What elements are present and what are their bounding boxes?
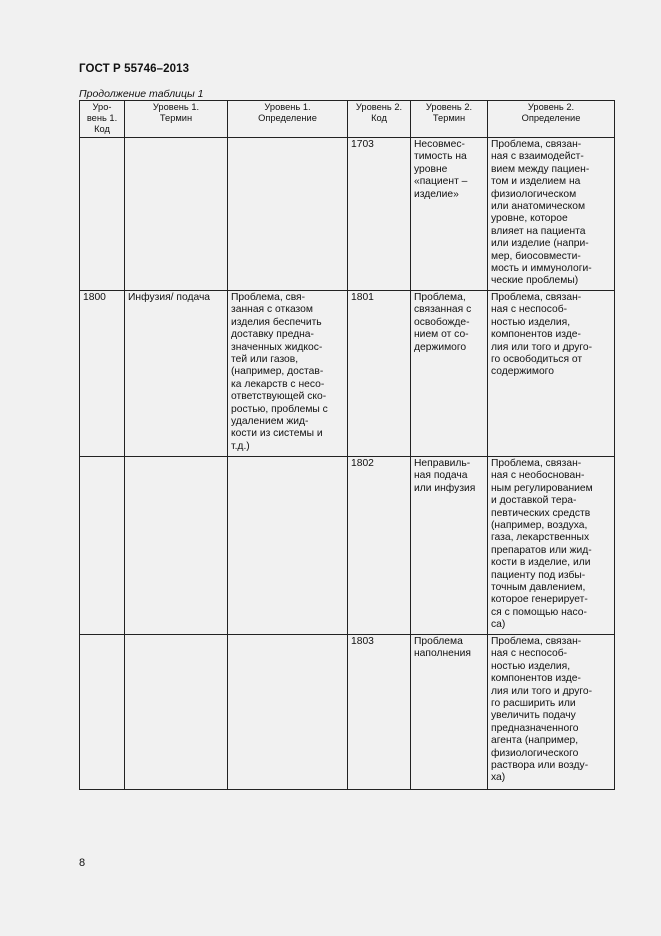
l2-term-cell: Неправиль- ная подача или инфузия — [411, 457, 488, 635]
col-header-l2-def: Уровень 2. Определение — [488, 101, 615, 138]
l2-def-cell: Проблема, связан- ная с необоснован- ным регулированием и доставкой тера- певтических средств (например, воздуха, газа, лекарственных препаратов или жид- кости в изделие, или пациенту под избы- точным давлением, которое генерирует- ся с помощью насо- са) — [488, 457, 615, 635]
l1-def-cell: Проблема, свя- занная с отказом изделия беспечить доставку предна- значенных жидкос- тей или газов, (например, достав- ка лекарств с несо- ответствующей ско- ростью, проблемы с удалением жид- кости из системы и т.д.) — [228, 291, 348, 457]
table-row — [80, 457, 615, 635]
l1-code-cell — [80, 138, 125, 291]
l1-def-cell — [228, 138, 348, 291]
table-row — [80, 138, 615, 291]
l2-code-cell: 1703 — [348, 138, 411, 291]
l2-term-cell: Несовмес- тимость на уровне «пациент – изделие» — [411, 138, 488, 291]
l2-code-cell: 1801 — [348, 291, 411, 457]
document-code: ГОСТ Р 55746–2013 — [79, 63, 190, 75]
terms-table — [79, 100, 615, 790]
col-header-l2-code: Уровень 2. Код — [348, 101, 411, 138]
l1-code-cell — [80, 635, 125, 790]
page-number: 8 — [79, 857, 86, 869]
table-row — [80, 291, 615, 457]
l1-term-cell — [125, 635, 228, 790]
l2-def-cell: Проблема, связан- ная с взаимодейст- вием между пациен- том и изделием на физиологическом или анатомическом уровне, которое влияет на пациента или изделие (напри- мер, биосовмести- мость и иммунологи- ческие проблемы) — [488, 138, 615, 291]
l2-term-cell: Проблема наполнения — [411, 635, 488, 790]
l2-def-cell: Проблема, связан- ная с неспособ- ностью изделия, компонентов изде- лия или того и друго- го расширить или увеличить подачу предназначенного агента (например, физиологического раствора или возду- ха) — [488, 635, 615, 790]
col-header-l1-term: Уровень 1. Термин — [125, 101, 228, 138]
l2-code-cell: 1803 — [348, 635, 411, 790]
table-caption: Продолжение таблицы 1 — [79, 88, 204, 100]
table-row — [80, 635, 615, 790]
l2-code-cell: 1802 — [348, 457, 411, 635]
col-header-l1-def: Уровень 1. Определение — [228, 101, 348, 138]
l1-code-cell — [80, 457, 125, 635]
table-header-row — [80, 101, 615, 138]
col-header-l2-term: Уровень 2. Термин — [411, 101, 488, 138]
l1-def-cell — [228, 457, 348, 635]
l1-term-cell — [125, 138, 228, 291]
l1-term-cell — [125, 457, 228, 635]
l1-code-cell: 1800 — [80, 291, 125, 457]
l1-def-cell — [228, 635, 348, 790]
l2-term-cell: Проблема, связанная с освобожде- нием от со- держимого — [411, 291, 488, 457]
l1-term-cell: Инфузия/ подача — [125, 291, 228, 457]
l2-def-cell: Проблема, связан- ная с неспособ- ностью изделия, компонентов изде- лия или того и друго- го освободиться от содержимого — [488, 291, 615, 457]
col-header-l1-code: Уро- вень 1. Код — [80, 101, 125, 138]
